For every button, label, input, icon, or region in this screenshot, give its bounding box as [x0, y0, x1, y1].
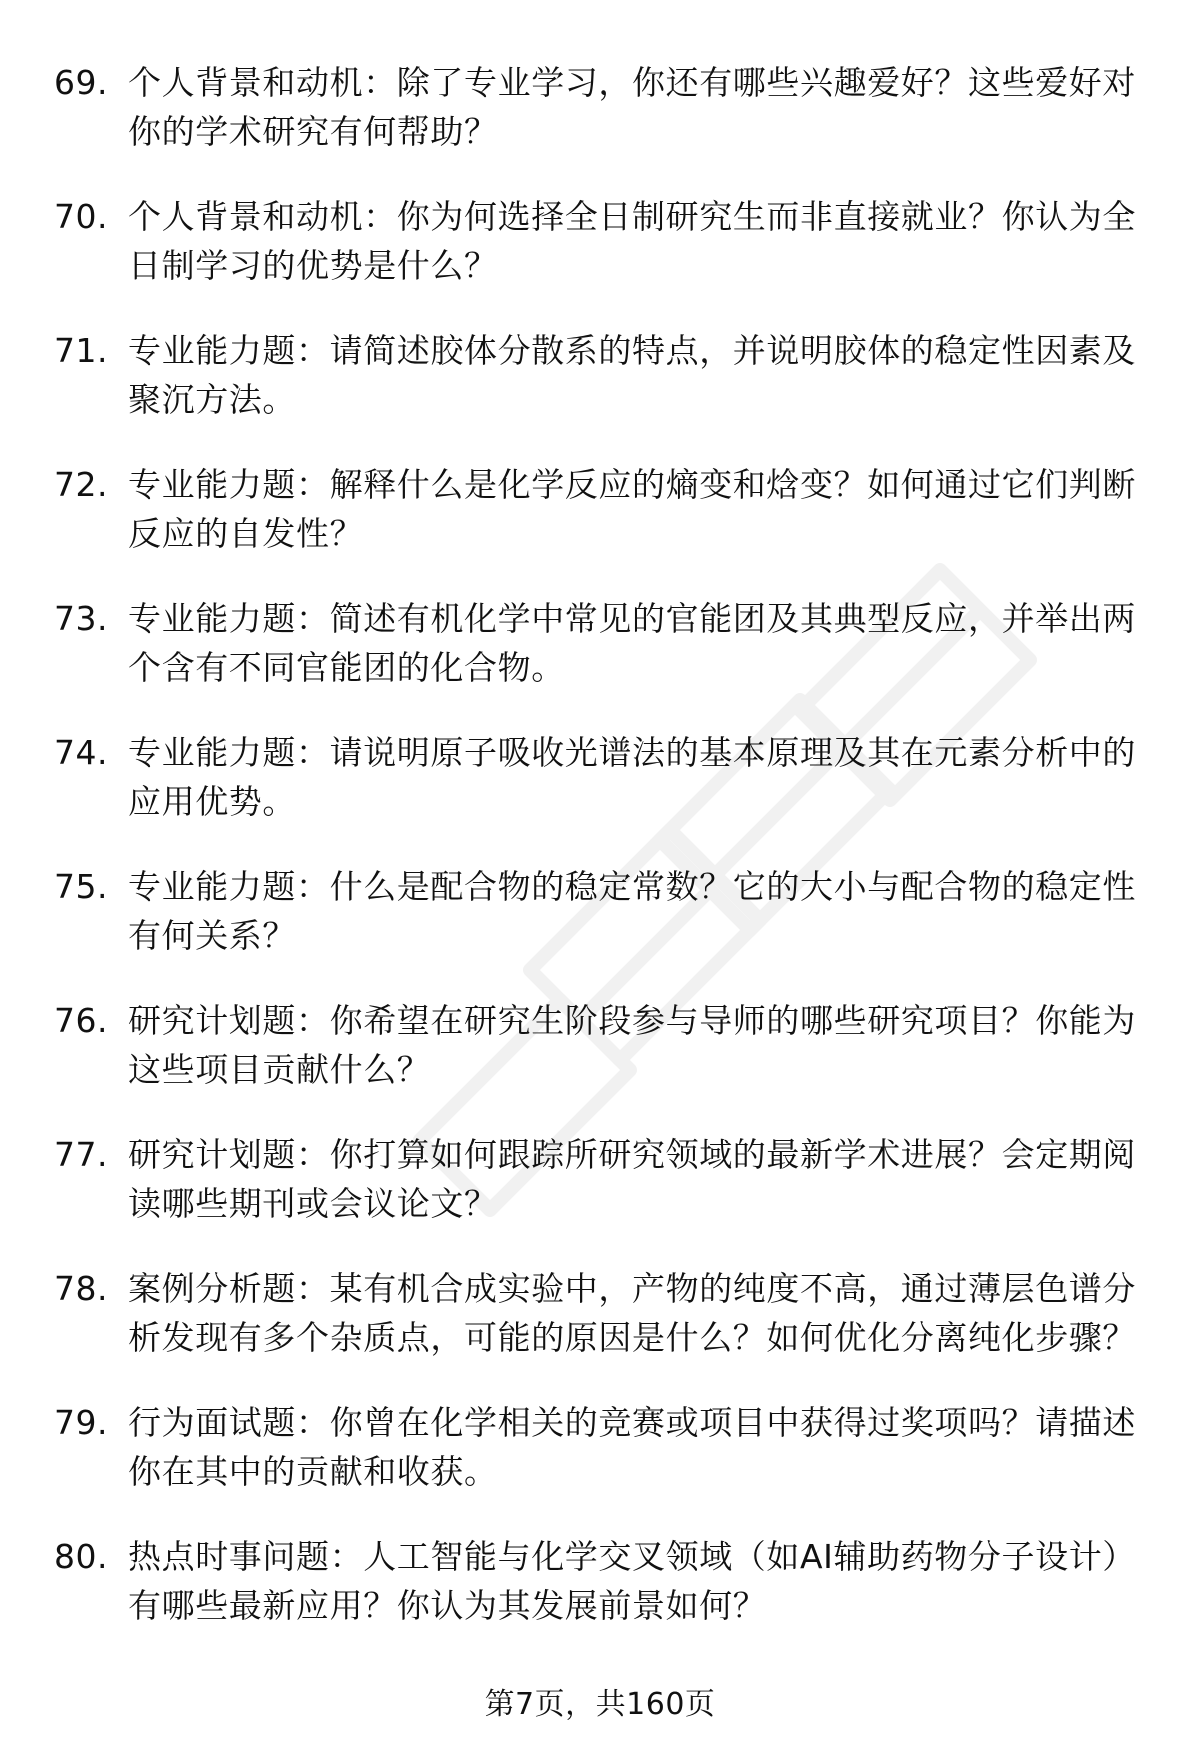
question-number: 70. — [54, 197, 108, 236]
list-item — [0, 326, 1200, 424]
question-text: 专业能力题：简述有机化学中常见的官能团及其典型反应，并举出两个含有不同官能团的化合物。 — [128, 599, 1136, 687]
question-text: 专业能力题：请说明原子吸收光谱法的基本原理及其在元素分析中的应用优势。 — [128, 733, 1136, 821]
question-number: 71. — [54, 331, 108, 370]
question-text: 专业能力题：请简述胶体分散系的特点，并说明胶体的稳定性因素及聚沉方法。 — [128, 331, 1136, 419]
list-item — [0, 1130, 1200, 1228]
list-item — [0, 594, 1200, 692]
question-number: 78. — [54, 1269, 108, 1308]
list-item — [0, 460, 1200, 558]
question-list — [0, 58, 1200, 1666]
question-number: 77. — [54, 1135, 108, 1174]
list-item — [0, 1398, 1200, 1496]
question-text: 专业能力题：解释什么是化学反应的熵变和焓变？如何通过它们判断反应的自发性？ — [128, 465, 1136, 553]
question-number: 80. — [54, 1537, 108, 1576]
question-number: 75. — [54, 867, 108, 906]
list-item — [0, 1264, 1200, 1362]
list-item — [0, 192, 1200, 290]
list-item — [0, 1532, 1200, 1630]
list-item — [0, 996, 1200, 1094]
question-number: 74. — [54, 733, 108, 772]
question-number: 72. — [54, 465, 108, 504]
question-number: 69. — [54, 63, 108, 102]
list-item — [0, 58, 1200, 156]
list-item — [0, 862, 1200, 960]
page-number-footer: 第7页，共160页 — [484, 1687, 716, 1722]
question-text: 研究计划题：你希望在研究生阶段参与导师的哪些研究项目？你能为这些项目贡献什么？ — [128, 1001, 1136, 1089]
list-item — [0, 728, 1200, 826]
question-text: 热点时事问题：人工智能与化学交叉领域（如AI辅助药物分子设计）有哪些最新应用？你认为其发展前景如何？ — [128, 1537, 1136, 1625]
question-number: 79. — [54, 1403, 108, 1442]
question-text: 研究计划题：你打算如何跟踪所研究领域的最新学术进展？会定期阅读哪些期刊或会议论文？ — [128, 1135, 1136, 1223]
question-number: 76. — [54, 1001, 108, 1040]
question-text: 专业能力题：什么是配合物的稳定常数？它的大小与配合物的稳定性有何关系？ — [128, 867, 1136, 955]
question-text: 个人背景和动机：除了专业学习，你还有哪些兴趣爱好？这些爱好对你的学术研究有何帮助？ — [128, 63, 1136, 151]
question-text: 个人背景和动机：你为何选择全日制研究生而非直接就业？你认为全日制学习的优势是什么？ — [128, 197, 1136, 285]
question-text: 案例分析题：某有机合成实验中，产物的纯度不高，通过薄层色谱分析发现有多个杂质点，可能的原因是什么？如何优化分离纯化步骤？ — [128, 1269, 1136, 1357]
question-text: 行为面试题：你曾在化学相关的竞赛或项目中获得过奖项吗？请描述你在其中的贡献和收获。 — [128, 1403, 1136, 1491]
question-number: 73. — [54, 599, 108, 638]
